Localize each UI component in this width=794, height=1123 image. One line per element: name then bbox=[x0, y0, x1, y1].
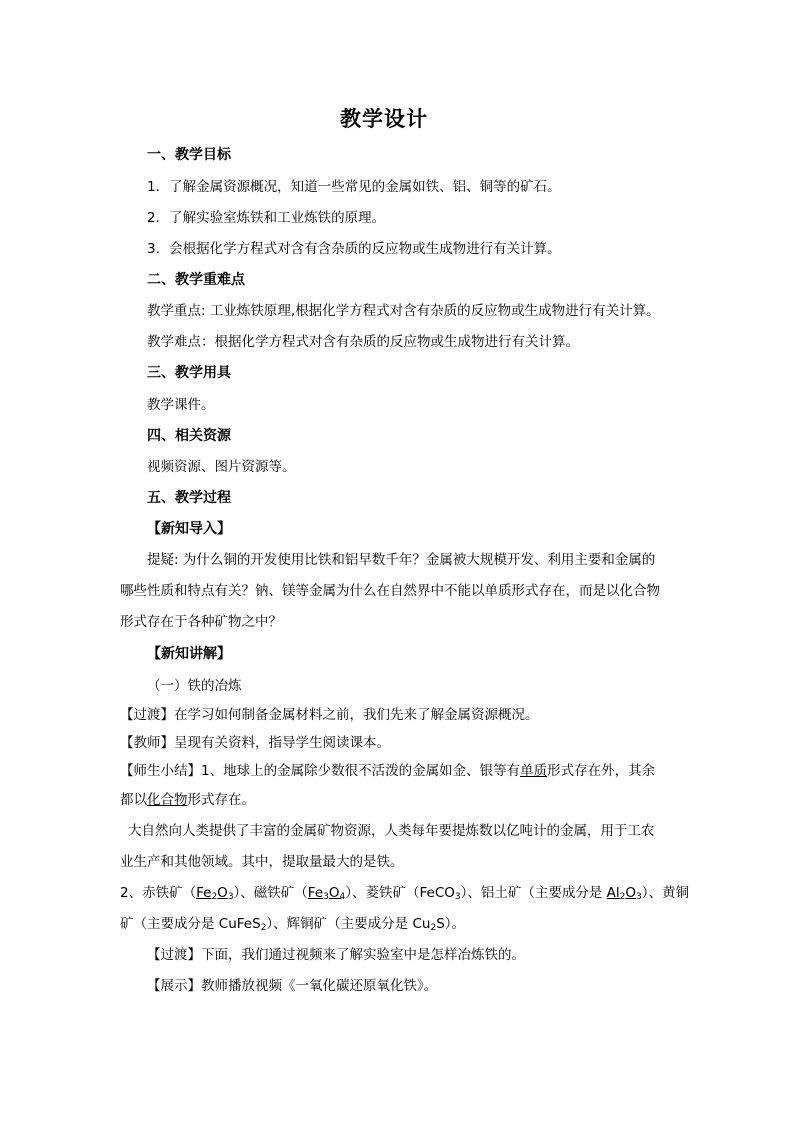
summary2-text-c: 形式存在。 bbox=[187, 792, 255, 808]
formula-siderite-sub: 3 bbox=[454, 892, 461, 902]
transition-1: 【过渡】在学习如何制备金属材料之前，我们先来了解金属资源概况。 bbox=[120, 707, 539, 723]
summary-text-a: 【师生小结】1、地球上的金属除少数很不活泼的金属如金、银等有 bbox=[120, 763, 521, 779]
heading-tools: 三、教学用具 bbox=[147, 365, 231, 381]
nature-line-2: 业生产和其他领域。其中，提取量最大的是铁。 bbox=[120, 854, 404, 870]
summary-text-c: 形式存在外，其余 bbox=[547, 763, 656, 779]
resources-text: 视频资源、图片资源等。 bbox=[147, 459, 296, 475]
formula-magnetite: $Fe_3O_4$ bbox=[307, 885, 346, 902]
heading-key-points: 二、教学重难点 bbox=[147, 272, 245, 288]
ores-text-4: ）、铝土矿（主要成分是 bbox=[460, 885, 607, 901]
ores-text-1: 2、赤铁矿（ bbox=[120, 885, 197, 901]
teacher-line: 【教师】呈现有关资料，指导学生阅读课本。 bbox=[120, 735, 390, 751]
ores-text-3: ）、菱铁矿（FeCO bbox=[345, 885, 455, 901]
difficulty-text: 教学难点：根据化学方程式对含有杂质的反应物或生成物进行有关计算。 bbox=[147, 334, 579, 350]
formula-hematite: $Fe_2O_3$ bbox=[196, 885, 234, 902]
nature-line-1: 大自然向人类提供了丰富的金属矿物资源，人类每年要提炼数以亿吨计的金属，用于工农 bbox=[128, 823, 655, 839]
subsection-iron-smelting: （一）铁的冶炼 bbox=[147, 678, 242, 694]
ores-line-2: 矿（主要成分是 CuFeS$_2$）、辉铜矿（主要成分是 $Cu_2S$）。 bbox=[120, 916, 466, 933]
key-point-text: 教学重点: 工业炼铁原理,根据化学方程式对含有杂质的反应物或生成物进行有关计算。 bbox=[147, 303, 660, 319]
document-title: 教学设计 bbox=[340, 106, 428, 131]
objective-item-2: 2．了解实验室炼铁和工业炼铁的原理。 bbox=[147, 210, 386, 226]
intro-line-3: 形式存在于各种矿物之中？ bbox=[120, 614, 282, 630]
ores-text-7: ）、辉铜矿（主要成分是 Cu bbox=[266, 916, 431, 932]
summary-line-2 bbox=[120, 790, 255, 810]
summary-term-elemental: 单质 bbox=[520, 763, 548, 779]
summary2-text-a: 都以 bbox=[120, 792, 147, 808]
heading-resources: 四、相关资源 bbox=[147, 428, 231, 444]
intro-line-2: 哪些性质和特点有关？钠、镁等金属为什么在自然界中不能以单质形式存在，而是以化合物 bbox=[120, 583, 660, 599]
intro-line-1: 提疑: 为什么铜的开发使用比铁和铝早数千年？金属被大规模开发、利用主要和金属的 bbox=[147, 552, 656, 568]
ores-text-2: ）、磁铁矿（ bbox=[233, 885, 308, 901]
formula-bauxite: $Al_2O_3$ bbox=[606, 885, 642, 902]
ores-text-8: S）。 bbox=[436, 916, 466, 932]
ores-text-6: 矿（主要成分是 CuFeS bbox=[120, 916, 261, 932]
summary-term-compound: 化合物 bbox=[147, 792, 188, 808]
objective-item-3: 3．会根据化学方程式对含有含杂质的反应物或生成物进行有关计算。 bbox=[147, 241, 561, 257]
heading-objectives: 一、教学目标 bbox=[147, 147, 231, 163]
show-line: 【展示】教师播放视频《一氧化碳还原氧化铁》。 bbox=[147, 978, 438, 994]
ores-text-5: ）、黄铜 bbox=[641, 885, 690, 901]
transition-2: 【过渡】下面，我们通过视频来了解实验室中是怎样冶炼铁的。 bbox=[147, 947, 525, 963]
explain-label: 【新知讲解】 bbox=[147, 646, 231, 662]
heading-process: 五、教学过程 bbox=[147, 490, 231, 506]
ores-line-1 bbox=[120, 883, 689, 903]
objective-item-1: 1．了解金属资源概况，知道一些常见的金属如铁、铝、铜等的矿石。 bbox=[147, 179, 561, 195]
intro-label: 【新知导入】 bbox=[147, 521, 231, 537]
summary-line-1 bbox=[120, 761, 655, 781]
tools-text: 教学课件。 bbox=[147, 397, 215, 413]
